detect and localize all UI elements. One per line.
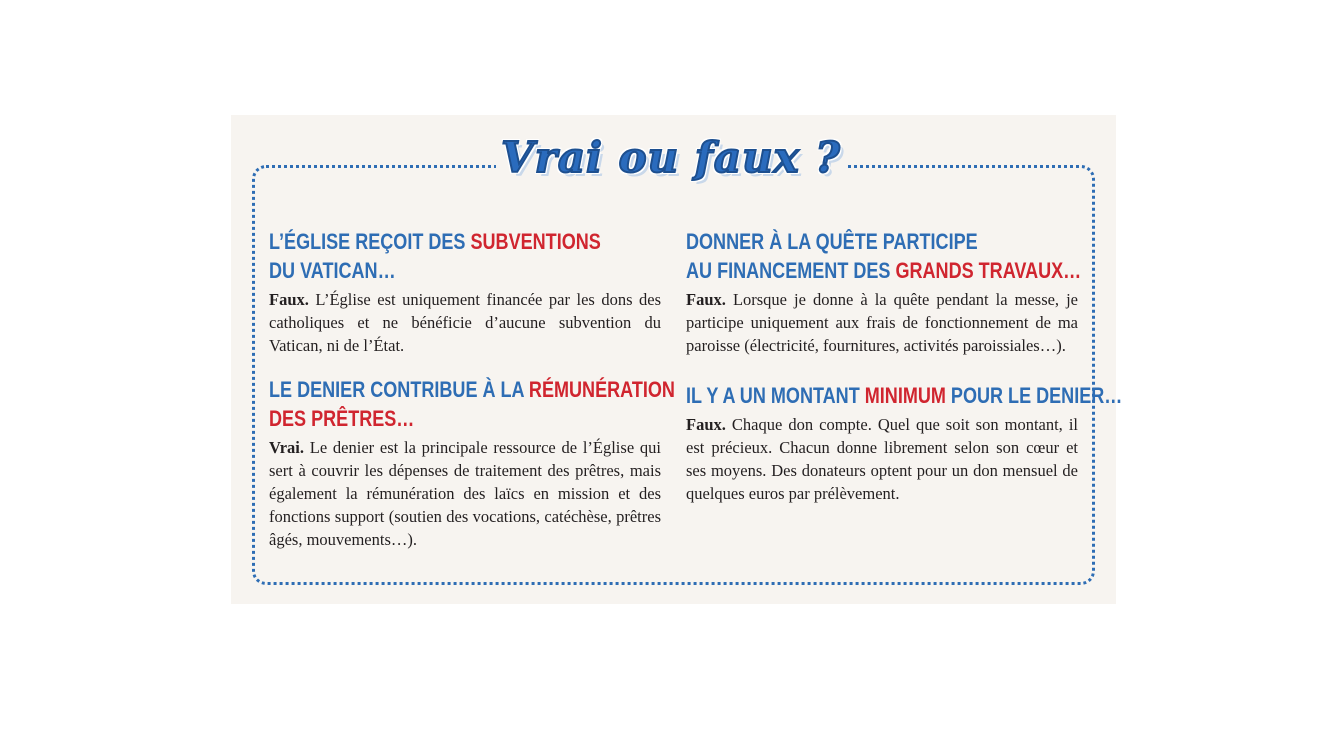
verdict-label: Faux. [269,290,309,309]
vrai-ou-faux-card [231,115,1123,604]
question-heading: IL Y A UN MONTANT MINIMUM POUR LE DENIER… [686,383,1123,408]
page-title: Vrai ou faux ? [501,133,841,182]
answer-text: Vrai. Le denier est la principale ressource de l’Église qui sert à couvrir les dépenses de traitement des prêtres, mais également la rémunération des laïcs en mission et des fonctions support (soutien des vocations, catéchèse, prêtres âgés, mouvements…). [269,438,661,549]
verdict-label: Faux. [686,290,726,309]
left-column [269,227,675,569]
question-montant-minimum [686,381,1123,505]
question-heading: LE DENIER CONTRIBUE À LA RÉMUNÉRATION DES PRÊTRES… [269,377,675,431]
question-quete [686,227,1082,357]
answer-text: Faux. Chaque don compte. Quel que soit son montant, il est précieux. Chacun donne librement selon son cœur et ses moyens. Des donateurs optent pour un don mensuel de quelques euros par prélèvement. [686,415,1079,503]
right-column [686,227,1123,523]
title-banner [496,129,846,191]
question-heading: DONNER À LA QUÊTE PARTICIPE AU FINANCEMENT DES GRANDS TRAVAUX… [686,229,1082,283]
question-heading: L’ÉGLISE REÇOIT DES SUBVENTIONS DU VATICAN… [269,229,601,283]
verdict-label: Vrai. [269,438,304,457]
answer-text: Faux. Lorsque je donne à la quête pendant la messe, je participe uniquement aux frais de fonctionnement de ma paroisse (électricité, fournitures, activités paroissiales…). [686,290,1079,355]
question-remuneration [269,375,675,551]
question-subventions [269,227,661,357]
verdict-label: Faux. [686,415,726,434]
answer-text: Faux. L’Église est uniquement financée par les dons des catholiques et ne bénéficie d’aucune subvention du Vatican, ni de l’État. [269,290,662,355]
